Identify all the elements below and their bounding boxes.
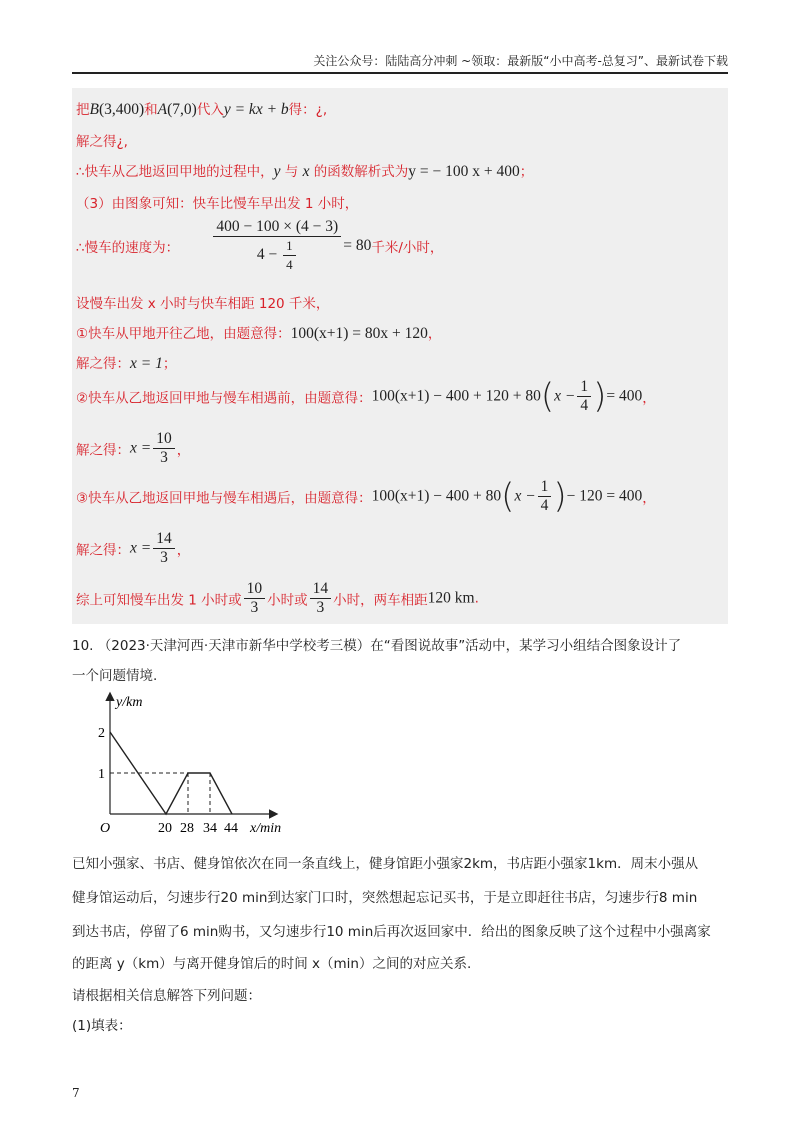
solution-line-10: 解之得：x = $\frac{10}{3}$ ， [76,430,191,466]
question-header: 10. （2023·天津河西·天津市新华中学校考三模）在“看图说故事”活动中，某学习小组结合图象设计了 [72,638,682,654]
problem-text-3: 到达书店，停留了6 min购书，又匀速步行10 min后再次返回家中．给出的图象反映了这个过程中小强离家 [72,924,711,940]
origin-label: O [100,821,111,836]
problem-text-4: 的距离 y（km）与离开健身馆后的时间 x（min）之间的对应关系. [72,956,472,972]
y-tick-2: 2 [98,726,105,741]
solution-line-2: 解之得¿, [76,134,128,150]
problem-text-5: 请根据相关信息解答下列问题： [72,988,261,1004]
header-rule [72,72,728,74]
solution-line-6: 设慢车出发 x 小时与快车相距 120 千米， [76,296,330,312]
problem-text-2: 健身馆运动后，匀速步行20 min到达家门口时，突然想起忘记买书，于是立即赶往书店，匀速步行8 min [72,890,698,906]
solution-line-9: ②快车从乙地返回甲地与慢车相遇前，由题意得：100(x+1) − 400 + 120 + 80(x − $\frac{1}{4}$ )= 400， [76,376,656,417]
solution-line-12: 解之得：x = $\frac{14}{3}$ ， [76,530,191,566]
x-tick-20: 20 [158,821,172,836]
problem-text-1: 已知小强家、书店、健身馆依次在同一条直线上，健身馆距小强家2km，书店距小强家1km．周末小强从 [72,856,699,872]
solution-line-1: 把B(3,400)和A(7,0)代入y = kx + b得：¿, [76,101,328,118]
solution-line-13: 综上可知慢车出发 1 小时或 $\frac{10}{3}$ 小时或 $\frac{14}{3}$ 小时，两车相距120 km. [76,580,479,616]
solution-line-11: ③快车从乙地返回甲地与慢车相遇后，由题意得：100(x+1) − 400 + 80(x − $\frac{1}{4}$ )− 120 = 400， [76,476,656,517]
y-axis-label: y/km [116,695,143,710]
x-tick-44: 44 [224,821,238,836]
page-header: 关注公众号：陆陆高分冲刺 ~领取：最新版“小中高考-总复习”、最新试卷下载 [313,54,728,68]
solution-line-3: ∴快车从乙地返回甲地的过程中，y 与 x 的函数解析式为y = − 100 x + 400； [76,163,534,180]
question-header-cont: 一个问题情境. [72,668,158,684]
y-tick-1: 1 [98,767,105,782]
solution-line-7: ①快车从甲地开往乙地，由题意得：100(x+1) = 80x + 120， [76,325,442,342]
solution-line-5: ∴慢车的速度为： 400 − 100 × (4 − 3) 4 − $\frac{1}{4}$ = 80千米/小时， [76,218,444,272]
slow-speed-fraction: 400 − 100 × (4 − 3) 4 − $\frac{1}{4}$ [213,218,341,274]
distance-time-graph [66,686,286,836]
x-tick-34: 34 [203,821,217,836]
graph-polyline [110,732,232,814]
x-axis-label: x/min [250,821,282,836]
x-tick-28: 28 [180,821,194,836]
solution-line-4: （3）由图象可知：快车比慢车早出发 1 小时， [76,196,359,212]
solution-line-8: 解之得：x = 1； [76,355,177,372]
problem-text-6: (1)填表： [72,1018,132,1034]
page-number: 7 [72,1086,80,1100]
